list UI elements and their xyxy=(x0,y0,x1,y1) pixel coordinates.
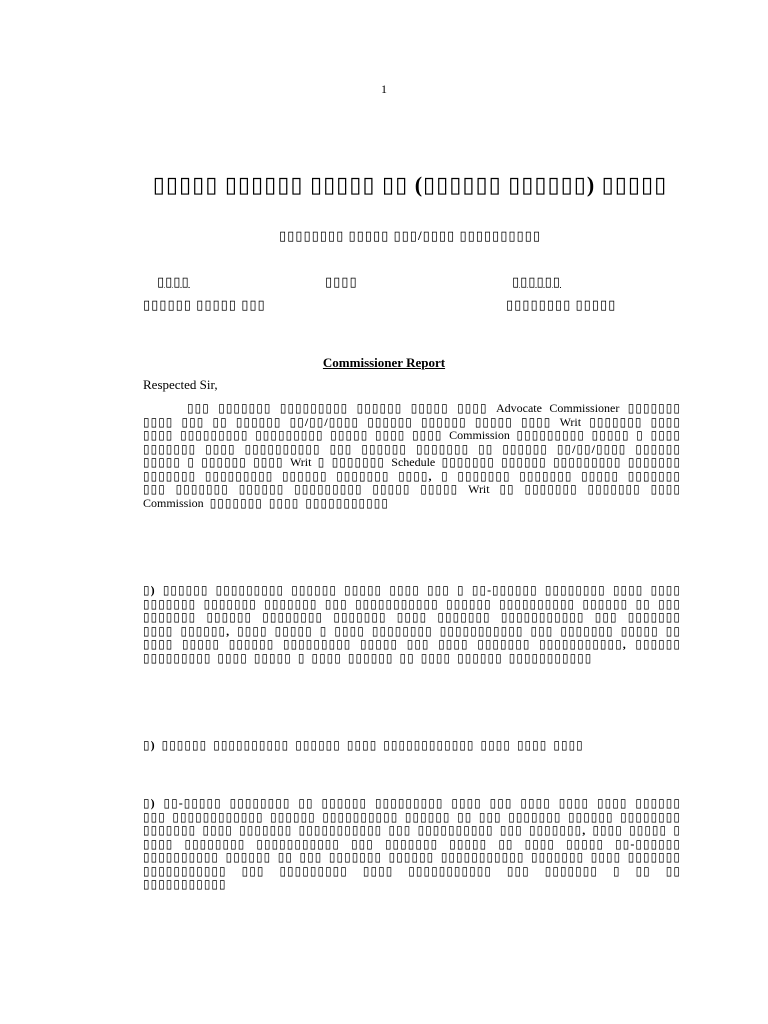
report-title: Commissioner Report xyxy=(322,355,446,370)
intro-term-commission-2: Commission xyxy=(143,495,204,510)
salutation: Respected Sir, xyxy=(143,377,218,392)
versus-label: ▯▯▯▯ xyxy=(325,274,358,289)
intro-text-8: ▯▯▯▯▯▯▯ ▯▯▯▯ ▯▯▯▯▯▯▯▯▯▯▯ xyxy=(209,495,389,510)
page-number: 1 xyxy=(381,82,387,96)
intro-text-1: ▯▯▯ ▯▯▯▯▯▯▯ ▯▯▯▯▯▯▯▯▯ ▯▯▯▯▯▯ ▯▯▯▯▯ ▯▯▯▯ xyxy=(187,401,488,415)
intro-term-writ: Writ xyxy=(559,414,582,429)
intro-term-writ-3: Writ xyxy=(468,482,490,496)
petitioner-address: ▯▯▯▯▯▯ ▯▯▯▯▯ ▯▯▯ xyxy=(143,297,266,312)
intro-text-3: ▯▯▯▯▯▯▯ ▯▯▯▯ ▯▯▯▯ ▯▯▯▯▯▯▯▯▯ ▯▯▯▯▯▯▯▯▯ ▯▯▯▯▯ ▯▯▯▯ ▯▯▯▯ xyxy=(143,414,682,442)
intro-paragraph xyxy=(143,402,681,510)
numbered-paragraph-1: ▯) ▯▯▯▯▯▯ ▯▯▯▯▯▯▯▯▯ ▯▯▯▯▯▯ ▯▯▯▯▯ ▯▯▯▯ ▯▯▯ ▯ ▯▯-▯▯▯▯▯▯ ▯▯▯▯▯▯▯▯ ▯▯▯▯ ▯▯▯▯ ▯▯▯▯▯▯▯ ▯▯▯▯▯▯▯ ▯▯▯▯▯▯▯ ▯▯▯ ▯▯▯▯▯▯▯▯▯▯▯ ▯▯▯▯▯▯ ▯▯▯▯▯▯▯▯▯▯ ▯▯▯▯▯▯ ▯▯ ▯▯▯ ▯▯▯▯▯▯▯ ▯▯▯▯▯▯ ▯▯▯▯▯▯▯▯ ▯▯▯▯▯▯▯ ▯▯▯▯ ▯▯▯▯▯▯▯ ▯▯▯▯▯▯▯▯▯▯▯ ▯▯▯ ▯▯▯▯▯▯▯ ▯▯▯▯ ▯▯▯▯▯▯, ▯▯▯▯ ▯▯▯▯▯ ▯ ▯▯▯▯ ▯▯▯▯▯▯▯▯ ▯▯▯▯▯▯▯▯▯▯▯ ▯▯▯ ▯▯▯▯▯▯▯ ▯▯▯▯▯ ▯▯ ▯▯▯▯ ▯▯▯▯▯ ▯▯▯▯▯▯ ▯▯▯▯▯▯▯▯▯ ▯▯▯▯▯ ▯▯▯ ▯▯▯▯ ▯▯▯▯▯▯▯ ▯▯▯▯▯▯▯▯▯▯▯, ▯▯▯▯▯▯ ▯▯▯▯▯▯▯▯▯ ▯▯▯▯ ▯▯▯▯▯ ▯ ▯▯▯▯ ▯▯▯▯▯▯ ▯▯ ▯▯▯▯ ▯▯▯▯▯▯ ▯▯▯▯▯▯▯▯▯▯▯ xyxy=(143,583,681,665)
numbered-paragraph-3: ▯) ▯▯-▯▯▯▯▯ ▯▯▯▯▯▯▯▯ ▯▯ ▯▯▯▯▯▯ ▯▯▯▯▯▯▯▯▯ ▯▯▯▯ ▯▯▯ ▯▯▯▯ ▯▯▯▯ ▯▯▯▯ ▯▯▯▯▯▯ ▯▯▯ ▯▯▯▯▯▯▯▯▯▯▯▯ ▯▯▯▯▯▯ ▯▯▯▯▯▯▯▯▯▯ ▯▯▯▯▯▯ ▯▯ ▯▯▯ ▯▯▯▯▯▯▯ ▯▯▯▯▯▯ ▯▯▯▯▯▯▯▯ ▯▯▯▯▯▯▯ ▯▯▯▯ ▯▯▯▯▯▯▯ ▯▯▯▯▯▯▯▯▯▯▯ ▯▯▯ ▯▯▯▯▯▯▯▯▯▯ ▯▯▯ ▯▯▯▯▯▯▯, ▯▯▯▯ ▯▯▯▯▯ ▯ ▯▯▯▯ ▯▯▯▯▯▯▯▯ ▯▯▯▯▯▯▯▯▯▯▯ ▯▯▯ ▯▯▯▯▯▯▯ ▯▯▯▯▯ ▯▯ ▯▯▯▯ ▯▯▯▯▯ ▯▯-▯▯▯▯▯▯ ▯▯▯▯▯▯▯▯▯▯ ▯▯▯▯▯▯ ▯▯ ▯▯▯ ▯▯▯▯▯▯▯ ▯▯▯▯▯▯ ▯▯▯▯▯▯▯▯▯▯▯ ▯▯▯▯▯▯▯ ▯▯▯▯ ▯▯▯▯▯▯▯ ▯▯▯▯▯▯▯▯▯▯▯ ▯▯▯ ▯▯▯▯▯▯▯▯▯ ▯▯▯▯ ▯▯▯▯▯▯▯▯▯▯▯ ▯▯▯ ▯▯▯▯▯▯▯ ▯ ▯▯ ▯▯ ▯▯▯▯▯▯▯▯▯▯▯ xyxy=(143,796,681,891)
respondent-address: ▯▯▯▯▯▯▯▯ ▯▯▯▯▯ xyxy=(506,297,617,312)
intro-text-7: ▯▯ ▯▯▯▯▯▯▯ ▯▯▯▯▯▯▯ ▯▯▯▯ xyxy=(499,482,681,496)
intro-text-6: ▯▯▯▯▯▯▯ ▯▯▯▯▯▯ ▯▯▯▯▯▯▯▯▯ ▯▯▯▯▯▯▯ ▯▯▯▯▯▯▯ ▯▯▯▯▯▯▯▯▯ ▯▯▯▯▯▯ ▯▯▯▯▯▯▯ ▯▯▯▯, ▯ ▯▯▯▯▯▯▯ ▯▯▯▯▯▯▯ ▯▯▯▯▯ ▯▯▯▯▯▯▯ ▯▯▯ ▯▯▯▯▯▯▯ ▯▯▯▯▯▯ ▯▯▯▯▯▯▯▯▯ ▯▯▯▯▯ ▯▯▯▯▯ xyxy=(143,455,682,496)
respondent-label: ▯▯▯▯▯▯ xyxy=(512,274,561,289)
intro-term-schedule: Schedule xyxy=(391,455,436,469)
intro-text-5: ▯ ▯▯▯▯▯▯▯ xyxy=(317,455,385,469)
petitioner-label: ▯▯▯▯ xyxy=(157,274,190,289)
document-heading: ▯▯▯▯▯ ▯▯▯▯▯▯ ▯▯▯▯▯ ▯▯ (▯▯▯▯▯▯ ▯▯▯▯▯▯) ▯▯▯▯▯ xyxy=(152,172,668,197)
intro-term-commission: Commission xyxy=(449,428,510,442)
numbered-paragraph-2: ▯) ▯▯▯▯▯▯ ▯▯▯▯▯▯▯▯▯▯ ▯▯▯▯▯▯ ▯▯▯▯ ▯▯▯▯▯▯▯▯▯▯▯▯ ▯▯▯▯ ▯▯▯▯ ▯▯▯▯ xyxy=(143,738,584,752)
intro-text-2: ▯▯▯▯▯▯▯ ▯▯▯▯ ▯▯▯ ▯▯ ▯▯▯▯▯▯ ▯▯/▯▯/▯▯▯▯ ▯▯▯▯▯▯ ▯▯▯▯▯▯ ▯▯▯▯▯ ▯▯▯▯ xyxy=(143,401,681,429)
intro-term-advocate-commissioner: Advocate Commissioner xyxy=(495,401,620,415)
case-number-line: ▯▯▯▯▯▯▯▯ ▯▯▯▯▯ ▯▯▯/▯▯▯▯ ▯▯▯▯▯▯▯▯▯▯ xyxy=(279,228,541,243)
intro-text-4: ▯▯▯▯▯▯▯▯▯ ▯▯▯▯▯ ▯ ▯▯▯▯ ▯▯▯▯▯▯▯ ▯▯▯▯ ▯▯▯▯▯▯▯▯▯▯ ▯▯▯ ▯▯▯▯▯▯ ▯▯▯▯▯▯▯ ▯▯ ▯▯▯▯▯▯ ▯▯/▯▯/▯▯▯▯ ▯▯▯▯▯▯ ▯▯▯▯▯ ▯ ▯▯▯▯▯▯ ▯▯▯▯ xyxy=(143,428,681,469)
intro-term-writ-2: Writ xyxy=(289,455,312,469)
